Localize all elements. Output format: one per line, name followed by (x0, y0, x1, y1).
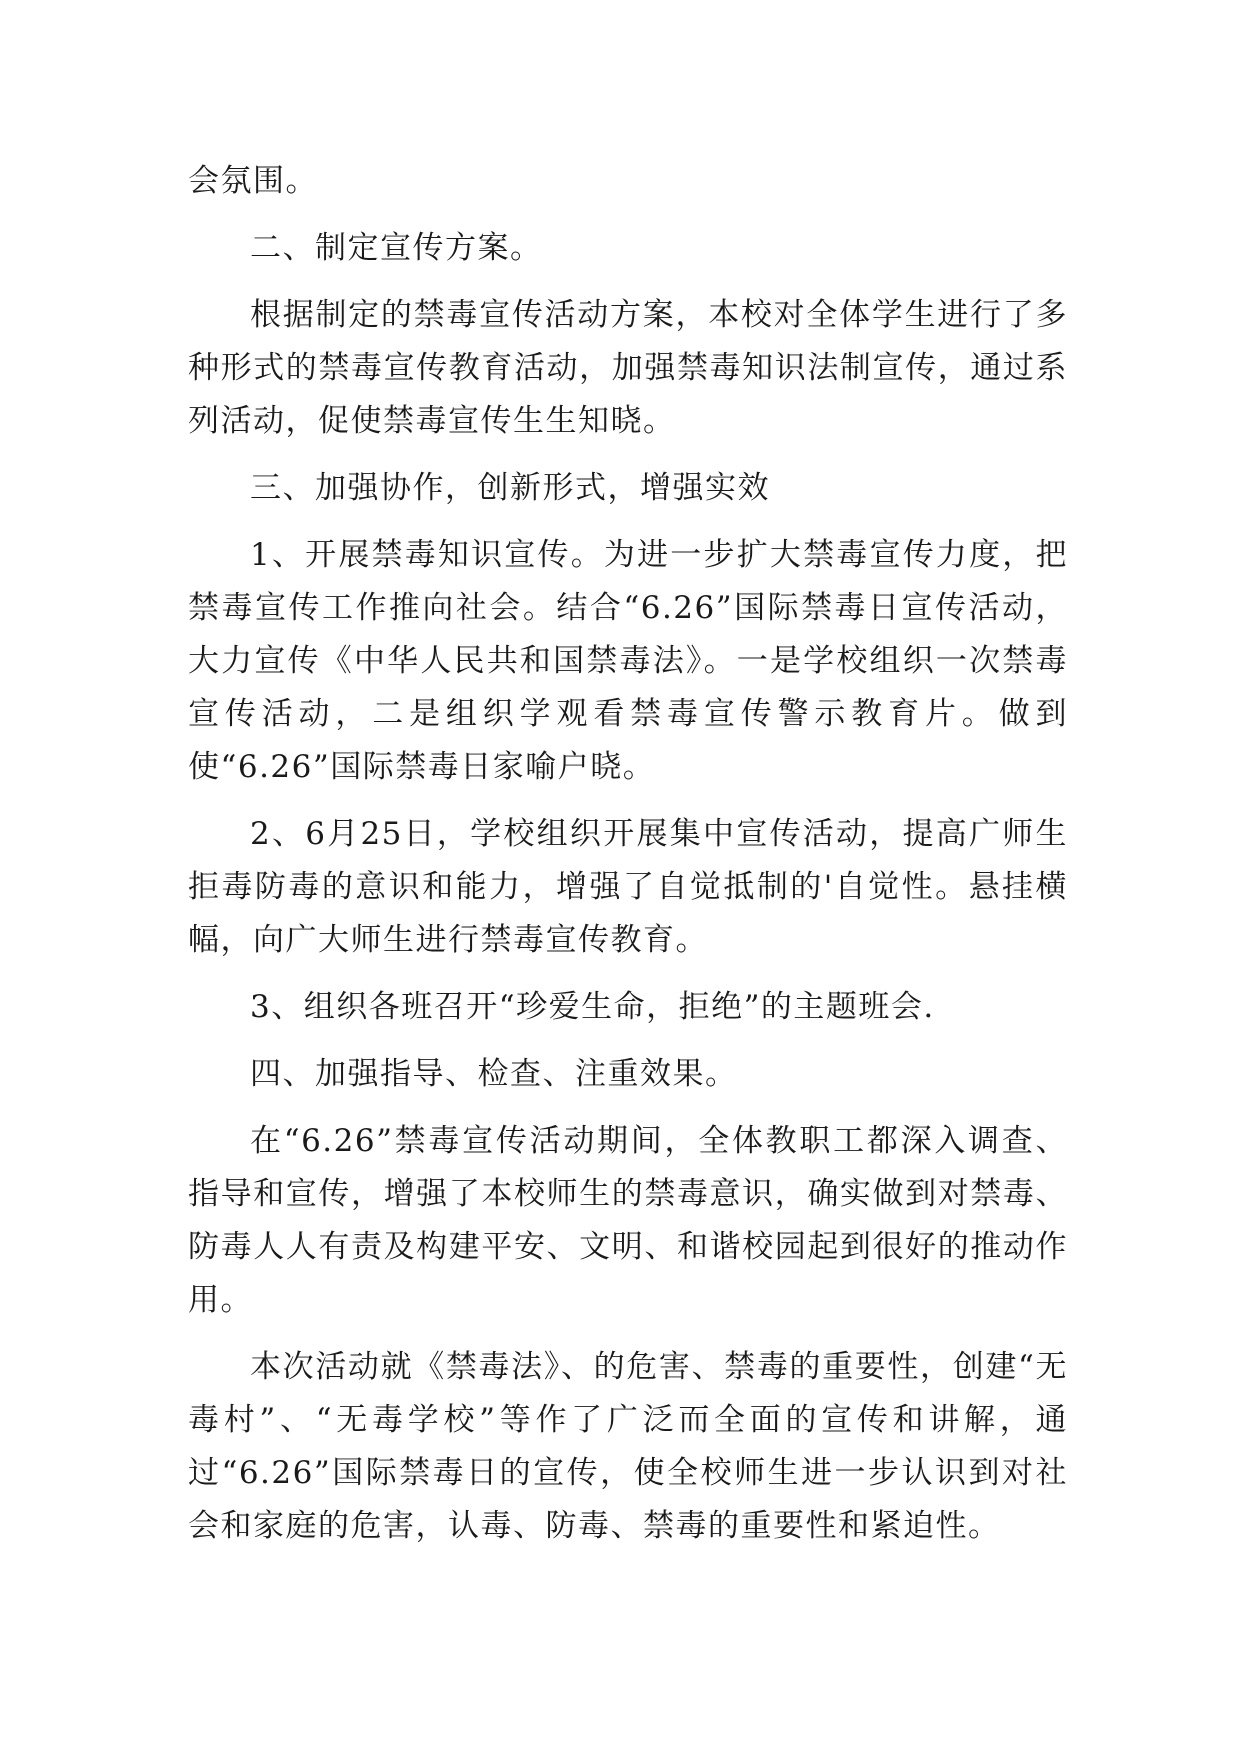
section-heading-4: 四、加强指导、检查、注重效果。 (250, 1056, 738, 1092)
paragraph-activity-period: 在“6.26”禁毒宣传活动期间，全体教职工都深入调查、指导和宣传，增强了本校师生的禁毒意识，确实做到对禁毒、防毒人人有责及构建平安、文明、和谐校园起到很好的推动作用。 (188, 1123, 1068, 1318)
paragraph-summary: 本次活动就《禁毒法》、的危害、禁毒的重要性，创建“无毒村”、“无毒学校”等作了广泛而全面的宣传和讲解，通过“6.26”国际禁毒日的宣传，使全校师生进一步认识到对社会和家庭的危害，认毒、防毒、禁毒的重要性和紧迫性。 (188, 1349, 1068, 1544)
paragraph-item-2: 2、6月25日，学校组织开展集中宣传活动，提高广师生拒毒防毒的意识和能力，增强了自觉抵制的'自觉性。悬挂横幅，向广大师生进行禁毒宣传教育。 (188, 816, 1068, 958)
paragraph-item-3: 3、组织各班召开“珍爱生命，拒绝”的主题班会. (250, 989, 935, 1025)
section-heading-3: 三、加强协作，创新形式，增强实效 (250, 470, 770, 506)
paragraph-item-1: 1、开展禁毒知识宣传。为进一步扩大禁毒宣传力度，把禁毒宣传工作推向社会。结合“6.26”国际禁毒日宣传活动，大力宣传《中华人民共和国禁毒法》。一是学校组织一次禁毒宣传活动，二是组织学观看禁毒宣传警示教育片。做到使“6.26”国际禁毒日家喻户晓。 (188, 537, 1068, 785)
section-heading-2: 二、制定宣传方案。 (250, 230, 543, 266)
paragraph-plan: 根据制定的禁毒宣传活动方案，本校对全体学生进行了多种形式的禁毒宣传教育活动，加强禁毒知识法制宣传，通过系列活动，促使禁毒宣传生生知晓。 (188, 297, 1068, 439)
document-body (188, 155, 1068, 1567)
paragraph-continuation: 会氛围。 (188, 163, 318, 199)
